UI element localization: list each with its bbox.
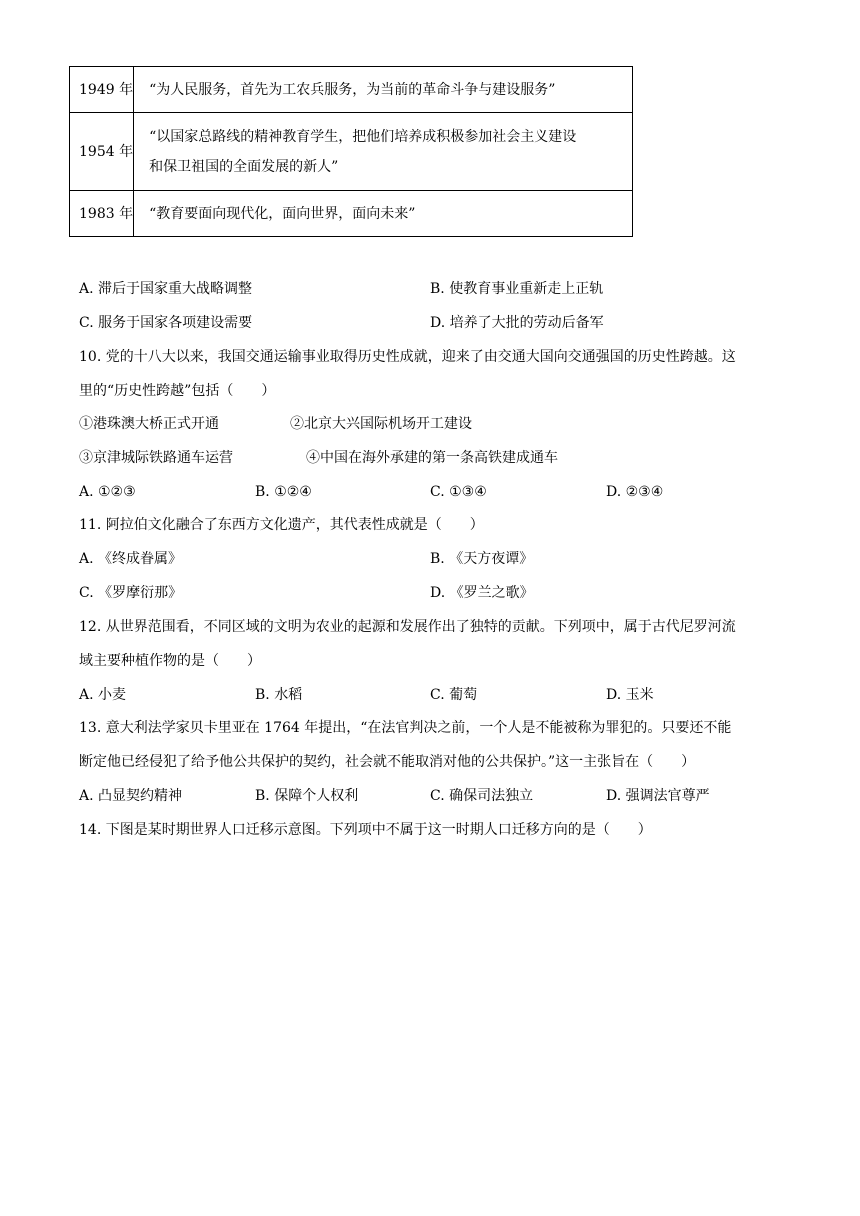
quote-cell: “教育要面向现代化，面向世界，面向未来” [134,191,633,237]
q13-option-b: B. 保障个人权利 [255,788,359,804]
q12-option-c: C. 葡萄 [430,687,478,703]
q10-item-1: ①港珠澳大桥正式开通 [79,416,219,432]
q13-option-c: C. 确保司法独立 [430,788,534,804]
q10-option-a: A. ①②③ [79,484,136,500]
q10-item-4: ④中国在海外承建的第一条高铁建成通车 [306,450,558,466]
q12-stem-line2: 域主要种植作物的是（ ） [79,653,261,669]
year-cell: 1954 年 [70,113,134,191]
year-cell: 1949 年 [70,67,134,113]
q12-stem-line1: 12. 从世界范围看，不同区域的文明为农业的起源和发展作出了独特的贡献。下列项中，属于古代尼罗河流 [79,619,736,635]
q10-item-2: ②北京大兴国际机场开工建设 [290,416,472,432]
q10-item-3: ③京津城际铁路通车运营 [79,450,233,466]
table-row [70,113,633,191]
q13-stem-line2: 断定他已经侵犯了给予他公共保护的契约，社会就不能取消对他的公共保护。”这一主张旨在（ ） [79,754,696,770]
q13-option-a: A. 凸显契约精神 [79,788,183,804]
q11-option-c: C. 《罗摩衍那》 [79,585,183,601]
q9-option-c: C. 服务于国家各项建设需要 [79,315,253,331]
q12-option-a: A. 小麦 [79,687,127,703]
q11-option-b: B. 《天方夜谭》 [430,551,534,567]
q10-option-c: C. ①③④ [430,484,487,500]
quote-line: 和保卫祖国的全面发展的新人” [149,158,339,175]
q11-stem: 11. 阿拉伯文化融合了东西方文化遗产，其代表性成就是（ ） [79,517,484,533]
q10-stem-line1: 10. 党的十八大以来，我国交通运输事业取得历史性成就，迎来了由交通大国向交通强国的历史性跨越。这 [79,349,736,365]
q14-stem: 14. 下图是某时期世界人口迁移示意图。下列项中不属于这一时期人口迁移方向的是（ ） [79,822,652,838]
quote-cell [134,113,633,191]
quote-line: “以国家总路线的精神教育学生，把他们培养成积极参加社会主义建设 [149,128,577,145]
q9-option-a: A. 滞后于国家重大战略调整 [79,281,253,297]
q9-option-d: D. 培养了大批的劳动后备军 [430,315,604,331]
q12-option-b: B. 水稻 [255,687,303,703]
quote-cell: “为人民服务，首先为工农兵服务，为当前的革命斗争与建设服务” [134,67,633,113]
education-policy-table [69,66,633,237]
table-row [70,67,633,113]
q10-option-d: D. ②③④ [606,484,664,500]
q13-stem-line1: 13. 意大利法学家贝卡里亚在 1764 年提出，“在法官判决之前，一个人是不能被称为罪犯的。只要还不能 [79,720,732,736]
table-row [70,191,633,237]
year-cell: 1983 年 [70,191,134,237]
q10-stem-line2: 里的“历史性跨越”包括（ ） [79,383,276,399]
q11-option-d: D. 《罗兰之歌》 [430,585,534,601]
q12-option-d: D. 玉米 [606,687,654,703]
q11-option-a: A. 《终成眷属》 [79,551,183,567]
q9-option-b: B. 使教育事业重新走上正轨 [430,281,604,297]
q10-option-b: B. ①②④ [255,484,312,500]
q13-option-d: D. 强调法官尊严 [606,788,710,804]
